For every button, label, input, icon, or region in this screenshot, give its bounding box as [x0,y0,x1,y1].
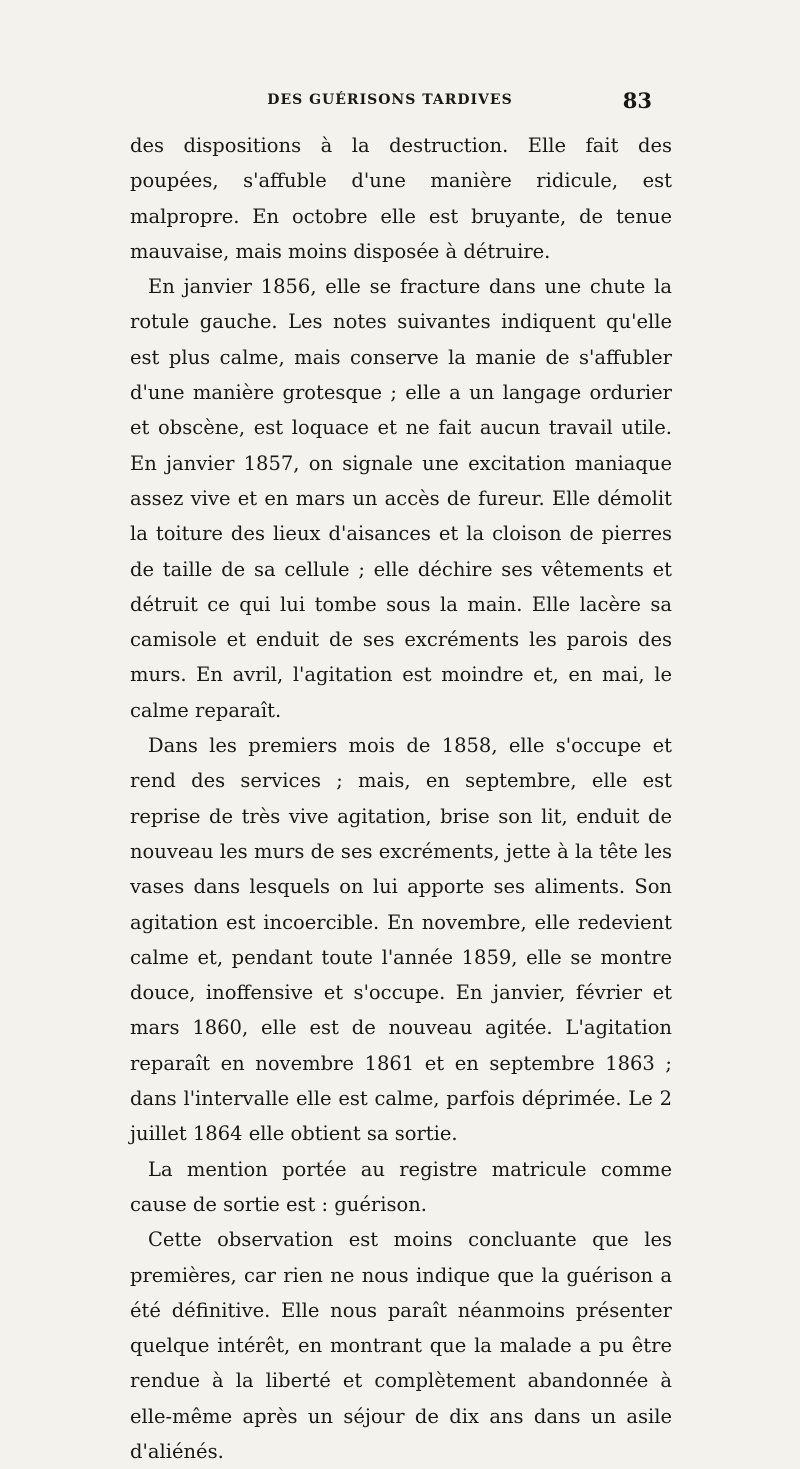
body-text [130,128,672,1469]
running-head [128,88,652,116]
running-title: DES GUÉRISONS TARDIVES [267,92,513,108]
page-number: 83 [622,88,652,113]
paragraph: La mention portée au registre matricule comme cause de sortie est : guérison. [130,1157,672,1216]
paragraph: Cette observation est moins concluante que les premières, car rien ne nous indique que la guérison a été définitive. Elle nous paraît néanmoins présenter quelque intérêt, en montrant que la malade a pu être rendue à la liberté et complètement abandonnée à elle-même après un séjour de dix ans dans un asile d'aliénés. [130,1228,672,1463]
paragraph: des dispositions à la destruction. Elle fait des poupées, s'affuble d'une manière ridicule, est malpropre. En octobre elle est bruyante, de tenue mauvaise, mais moins disposée à détruire. [130,134,672,263]
paragraph: En janvier 1856, elle se fracture dans une chute la rotule gauche. Les notes suivantes indiquent qu'elle est plus calme, mais conserve la manie de s'affubler d'une manière grotesque ; elle a un langage ordurier et obscène, est loquace et ne fait aucun travail utile. En janvier 1857, on signale une excitation maniaque assez vive et en mars un accès de fureur. Elle démolit la toiture des lieux d'aisances et la cloison de pierres de taille de sa cellule ; elle déchire ses vêtements et détruit ce qui lui tombe sous la main. Elle lacère sa camisole et enduit de ses excréments les parois des murs. En avril, l'agitation est moindre et, en mai, le calme reparaît. [130,275,672,722]
paragraph: Dans les premiers mois de 1858, elle s'occupe et rend des services ; mais, en septembre, elle est reprise de très vive agitation, brise son lit, enduit de nouveau les murs de ses excréments, jette à la tête les vases dans lesquels on lui apporte ses aliments. Son agitation est incoercible. En novembre, elle redevient calme et, pendant toute l'année 1859, elle se montre douce, inoffensive et s'occupe. En janvier, février et mars 1860, elle est de nouveau agitée. L'agitation reparaît en novembre 1861 et en septembre 1863 ; dans l'intervalle elle est calme, parfois déprimée. Le 2 juillet 1864 elle obtient sa sortie. [130,734,672,1146]
